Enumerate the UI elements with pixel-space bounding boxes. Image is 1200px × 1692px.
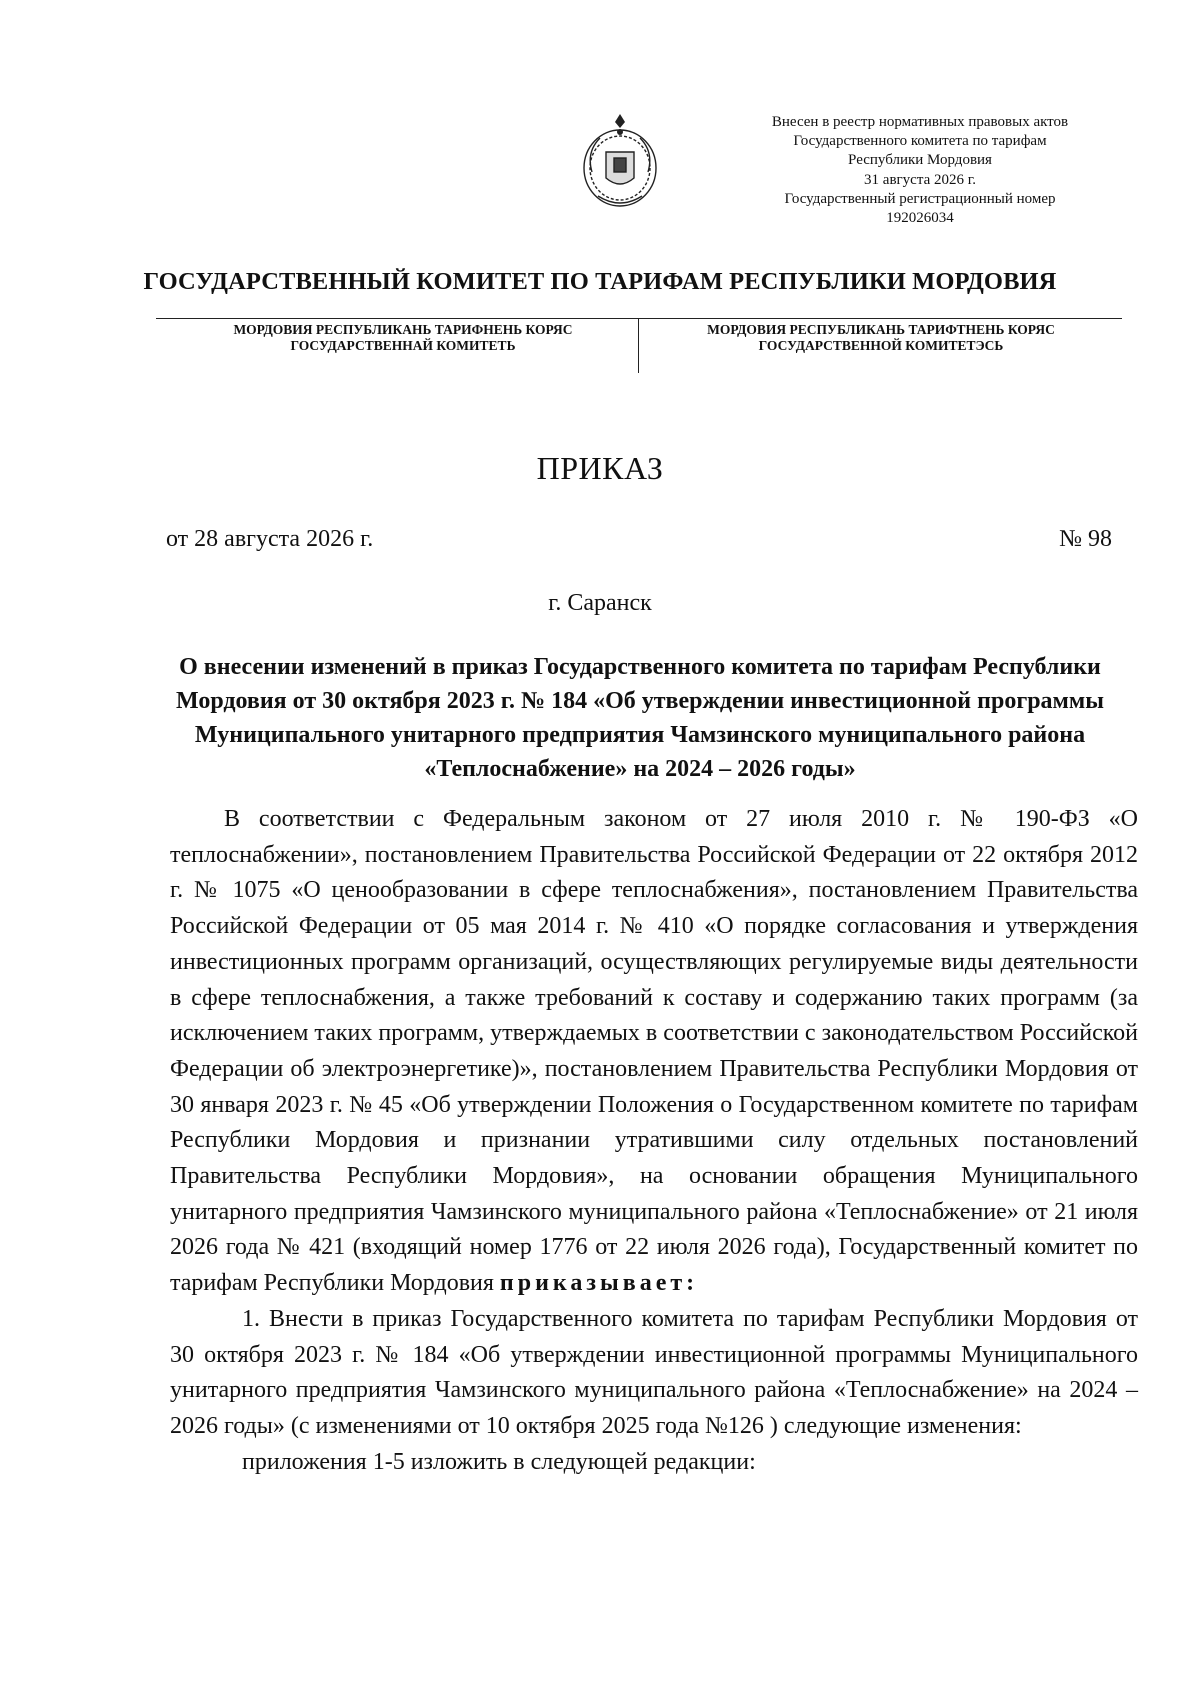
subtitle-line: МОРДОВИЯ РЕСПУБЛИКАНЬ ТАРИФТНЕНЬ КОРЯС [707,322,1055,337]
registry-line: Республики Мордовия [848,152,992,169]
subtitle-line: ГОСУДАРСТВЕННАЙ КОМИТЕТЬ [290,338,516,353]
document-title: О внесении изменений в приказ Государственного комитета по тарифам Республики Мордовия от 30 октября 2023 г. № 184 «Об утверждении инвестиционной программы Муниципального унитарного предприятия Чамзинского муниципального района «Теплоснабжение» на 2024 – 2026 годы» [175,654,1104,782]
preamble-paragraph [170,802,1138,1302]
document-city: г. Саранск [548,590,652,616]
item-1-sub-paragraph: приложения 1-5 изложить в следующей редакции: [242,1448,756,1475]
document-number: № 98 [1059,526,1112,552]
subtitle-line: МОРДОВИЯ РЕСПУБЛИКАНЬ ТАРИФНЕНЬ КОРЯС [233,322,573,337]
subtitle-left [168,322,638,354]
registry-date: 31 августа 2026 г. [864,171,976,188]
header-divider [638,318,639,373]
document-date: от 28 августа 2026 г. [166,526,374,552]
item-1-paragraph: 1. Внести в приказ Государственного комитета по тарифам Республики Мордовия от 30 октября 2023 г. № 184 «Об утверждении инвестиционной программы Муниципального унитарного предприятия Чамзинского муниципального района «Теплоснабжение» на 2024 – 2026 годы» (с изменениями от 10 октября 2025 года №126 ) следующие изменения: [170,1305,1138,1439]
registry-line: Государственный регистрационный номер [784,190,1056,207]
registry-line: Внесен в реестр нормативных правовых актов [771,114,1069,130]
registry-note [720,113,1120,228]
subtitle-line: ГОСУДАРСТВЕННОЙ КОМИТЕТЭСЬ [758,338,1004,353]
organization-title: ГОСУДАРСТВЕННЫЙ КОМИТЕТ ПО ТАРИФАМ РЕСПУБЛИКИ МОРДОВИЯ [143,268,1057,295]
registry-line: Государственного комитета по тарифам [793,133,1047,150]
subtitle-right [646,322,1116,354]
header-rule [156,318,1122,319]
document-body [170,802,1138,1480]
coat-of-arms-icon [578,112,662,212]
orders-word: приказывает: [499,1270,699,1297]
document-kind: ПРИКАЗ [536,450,664,486]
preamble-text: В соответствии с Федеральным законом от 27 июля 2010 г. № 190-ФЗ «О теплоснабжении», постановлением Правительства Российской Федерации от 22 октября 2012 г. № 1075 «О ценообразовании в сфере теплоснабжения», постановлением Правительства Российской Федерации от 05 мая 2014 г. № 410 «О порядке согласования и утверждения инвестиционных программ организаций, осуществляющих регулируемые виды деятельности в сфере теплоснабжения, а также требований к составу и содержанию таких программ (за исключением таких программ, утверждаемых в соответствии с законодательством Российской Федерации об электроэнергетике)», постановлением Правительства Республики Мордовия от 30 января 2023 г. № 45 «Об утверждении Положения о Государственном комитете по тарифам Республики Мордовия и признании утратившими силу отдельных постановлений Правительства Республики Мордовия», на основании обращения Муниципального унитарного предприятия Чамзинского муниципального района «Теплоснабжение» от 21 июля 2026 года № 421 (входящий номер 1776 от 22 июля 2026 года), Государственный комитет по тарифам Республики Мордовия [170,806,1138,1297]
registry-number: 192026034 [886,210,954,227]
